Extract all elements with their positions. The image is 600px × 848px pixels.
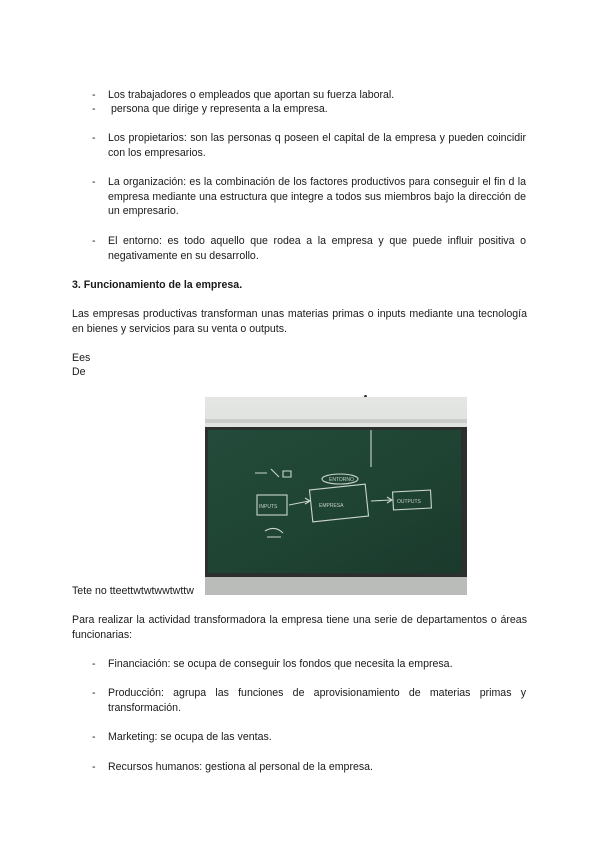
bullet-dash: -	[92, 731, 96, 743]
list-item-text: La organización: es la combinación de los factores productivos para conseguir el fin d la empresa mediante una estructura que integre a todos sus miembros bajo la dirección de un empresario.	[108, 176, 526, 218]
photo-caption: Tete no tteettwtwtwwtwttw	[72, 585, 194, 597]
list-item-text: Producción: agrupa las funciones de aprovisionamiento de materias primas y transformación.	[108, 687, 526, 714]
list-item-text: persona que dirige y representa a la empresa.	[111, 103, 328, 115]
bullet-dash: -	[92, 103, 96, 115]
list-item-text: Recursos humanos: gestiona al personal de la empresa.	[108, 761, 373, 773]
board-text: INPUTS	[259, 504, 278, 510]
list-item-text: Financiación: se ocupa de conseguir los fondos que necesita la empresa.	[108, 658, 453, 670]
list-item-text: El entorno: es todo aquello que rodea a la empresa y que puede influir positiva o negativamente en su desarrollo.	[108, 235, 526, 262]
bullet-dash: -	[92, 235, 96, 247]
list-item-text: Los trabajadores o empleados que aportan su fuerza laboral.	[108, 89, 395, 101]
list-item-text: Marketing: se ocupa de las ventas.	[108, 731, 272, 743]
board-text: EMPRESA	[319, 503, 344, 509]
bullet-dash: -	[92, 761, 96, 773]
departments-intro: Para realizar la actividad transformadora la empresa tiene una serie de departamentos o áreas funcionarias:	[72, 614, 527, 641]
bullet-dash: -	[92, 687, 96, 699]
list-item-text: Los propietarios: son las personas q poseen el capital de la empresa y pueden coincidir con los empresarios.	[108, 132, 526, 159]
note-line: De	[72, 366, 86, 378]
bullet-dash: -	[92, 132, 96, 144]
blackboard-image	[205, 397, 467, 595]
bullet-dash: -	[92, 176, 96, 188]
board-text: OUTPUTS	[397, 499, 421, 505]
intro-paragraph: Las empresas productivas transforman unas materias primas o inputs mediante una tecnología en bienes y servicios para su venta o outputs.	[72, 308, 527, 335]
bullet-dash: -	[92, 658, 96, 670]
bullet-dash: -	[92, 89, 96, 101]
note-line: Ees	[72, 352, 91, 364]
section-heading: 3. Funcionamiento de la empresa.	[72, 279, 243, 291]
blackboard-photo	[205, 397, 467, 595]
board-text: ENTORNO	[329, 477, 354, 483]
